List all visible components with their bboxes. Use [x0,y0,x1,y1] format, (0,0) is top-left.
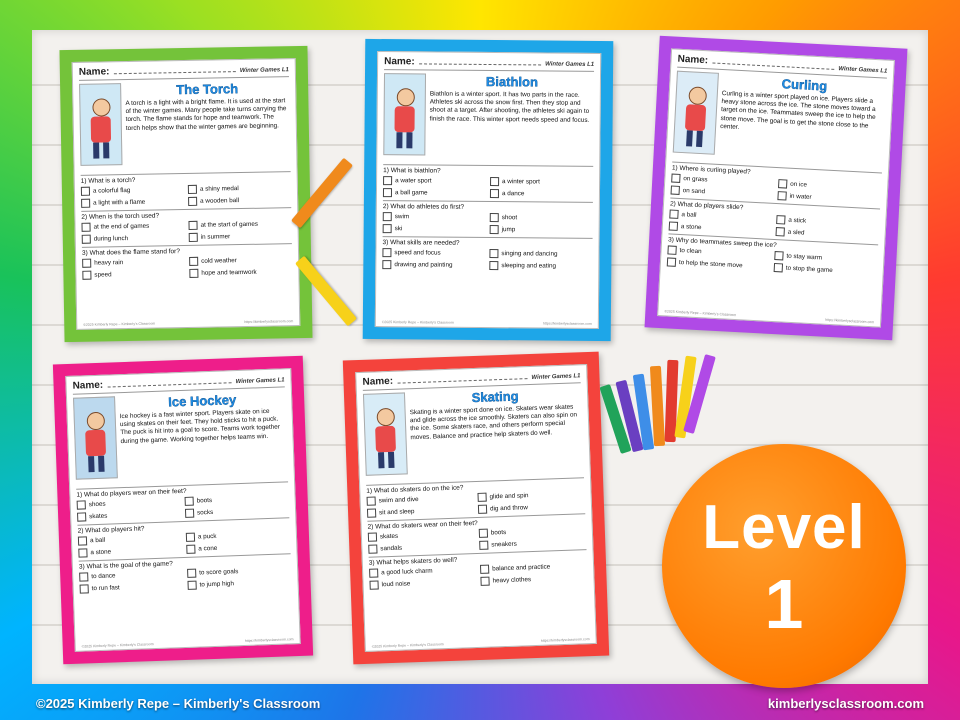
checkbox[interactable] [187,569,196,578]
checkbox[interactable] [778,179,787,188]
answer-option[interactable] [383,224,486,234]
kid-illustration-icon [363,392,408,475]
checkbox[interactable] [189,233,198,242]
option-label: ski [394,225,403,233]
checkbox[interactable] [489,249,498,258]
answer-option[interactable] [80,581,184,594]
worksheet-card-curling [645,36,908,341]
intro-section [383,73,594,163]
worksheet-footer [82,637,294,648]
footer-bar [0,688,960,720]
option-label: swim and dive [378,496,419,505]
series-label: Winter Games L1 [531,373,581,381]
question-block [81,171,292,208]
checkbox[interactable] [81,199,90,208]
checkbox[interactable] [489,261,498,270]
worksheet-url: https://kimberlysclassroom.com [825,317,875,325]
option-label: a dance [501,190,525,198]
worksheet-footer [83,319,293,327]
worksheet-footer [372,637,590,649]
answer-option[interactable] [478,501,585,514]
option-label: speed [94,271,112,279]
option-label: during lunch [93,235,129,243]
question-text: 3) What is the goal of the game? [78,560,173,571]
checkbox[interactable] [777,191,786,200]
question-text: 2) What do players hit? [77,525,145,535]
checkbox[interactable] [671,186,680,195]
answer-option[interactable] [82,269,185,280]
answer-option[interactable] [185,505,289,518]
question-text: 3) What helps skaters do well? [368,556,458,567]
checkbox[interactable] [667,245,676,254]
series-label: Winter Games L1 [235,377,285,386]
answer-option[interactable] [480,573,587,586]
name-label: Name: [384,56,415,68]
option-label: on sand [682,187,706,196]
option-label: in water [789,192,812,201]
question-text: 2) When is the torch used? [81,212,160,221]
checkbox[interactable] [186,545,195,554]
option-label: on grass [683,175,708,184]
checkbox[interactable] [479,529,488,538]
checkbox[interactable] [671,174,680,183]
answer-option[interactable] [477,489,584,502]
checkbox[interactable] [669,209,678,218]
intro-section [73,390,288,485]
answer-option[interactable] [490,177,593,187]
reading-passage: Skating is a winter sport done on ice. Skaters wear skates and glide across the ice smoothly. Skaters can also spin on the ice. Some skaters race, and others perform special moves. Balance and practice help skaters do well. [409,403,578,441]
option-label: a ball [681,211,697,219]
question-block [79,553,292,593]
checkbox[interactable] [78,536,87,545]
option-label: balance and practice [492,563,551,573]
worksheet-header [384,56,594,72]
option-label: a good luck charm [381,567,433,577]
answer-option[interactable] [489,249,592,259]
worksheet-copyright: ©2025 Kimberly Repe – Kimberly's Classroom [81,642,154,649]
worksheet-card-torch [59,46,312,342]
option-label: sneakers [491,540,517,549]
level-number: 1 [764,565,804,643]
series-label: Winter Games L1 [545,61,595,68]
option-label: glide and spin [489,492,529,501]
answer-option[interactable] [367,493,474,506]
name-label: Name: [78,66,110,78]
option-label: a water sport [395,177,432,185]
checkbox[interactable] [383,212,392,221]
option-label: socks [196,508,214,517]
checkbox[interactable] [382,260,391,269]
answer-option[interactable] [78,545,182,558]
option-label: to run fast [91,584,120,593]
option-label: sit and sleep [378,508,415,517]
checkbox[interactable] [368,532,377,541]
answer-option[interactable] [81,221,184,232]
answer-option[interactable] [82,233,185,244]
question-text: 1) What is biathlon? [383,167,441,175]
option-label: skates [89,512,108,521]
name-line[interactable] [397,372,528,384]
answer-option[interactable] [81,197,184,208]
option-label: in summer [200,233,231,241]
checkbox[interactable] [189,257,198,266]
answer-option[interactable] [188,219,291,230]
option-label: shoes [88,500,106,509]
answer-option[interactable] [82,257,185,268]
option-label: a shiny medal [199,185,239,193]
question-block [366,477,585,518]
option-label: on ice [790,180,808,189]
option-label: to stay warm [786,252,823,262]
worksheet-copyright: ©2025 Kimberly Repe – Kimberly's Classroom [83,321,156,327]
checkbox[interactable] [383,176,392,185]
checkbox[interactable] [186,533,195,542]
checkbox[interactable] [188,185,197,194]
question-block [367,513,586,554]
option-label: to help the stone move [678,259,743,270]
kid-illustration-icon [73,396,118,479]
checkbox[interactable] [383,188,392,197]
series-label: Winter Games L1 [239,67,289,75]
checkbox[interactable] [774,263,783,272]
answer-option[interactable] [479,537,586,550]
option-label: sandals [380,544,403,553]
worksheet [657,48,895,327]
option-label: a stone [680,223,702,232]
checkbox[interactable] [369,580,378,589]
question-block [382,236,592,271]
checkbox[interactable] [367,496,376,505]
checkbox[interactable] [382,248,391,257]
answer-option[interactable] [382,260,485,270]
question-block [383,164,593,199]
option-label: a puck [197,532,217,541]
question-block [383,200,593,235]
answer-option[interactable] [383,188,486,198]
answer-option[interactable] [81,185,184,196]
answer-option[interactable] [367,505,474,518]
checkbox[interactable] [81,187,90,196]
name-line[interactable] [113,65,236,74]
checkbox[interactable] [189,269,198,278]
level-badge [662,444,906,688]
option-label: to jump high [199,580,235,589]
worksheet [375,51,601,329]
worksheet-title: Biathlon [485,73,539,90]
checkbox[interactable] [187,581,196,590]
checkbox[interactable] [776,215,785,224]
option-label: a stick [788,216,807,225]
answer-option[interactable] [479,525,586,538]
answer-option[interactable] [187,577,291,590]
answer-option[interactable] [186,541,290,554]
checkbox[interactable] [667,257,676,266]
name-line[interactable] [107,376,232,387]
worksheet-title: Curling [781,76,828,94]
name-line[interactable] [712,56,835,69]
worksheet-title: Skating [471,388,519,406]
worksheet-copyright: ©2025 Kimberly Repe – Kimberly's Classroom [371,642,444,649]
name-label: Name: [362,375,394,388]
option-label: to dance [91,572,116,581]
worksheet-header [79,63,289,81]
checkbox[interactable] [185,509,194,518]
worksheet-title: Ice Hockey [167,392,237,410]
answer-option[interactable] [189,267,292,278]
checkbox[interactable] [78,548,87,557]
question-text: 2) What do athletes do first? [382,203,465,211]
question-text: 2) What do players slide? [669,200,744,212]
worksheet-footer [664,309,874,324]
answer-option[interactable] [188,195,291,206]
checkbox[interactable] [80,584,89,593]
question-text: 1) Where is curling played? [671,164,751,176]
question-text: 3) Why do teammates sweep the ice? [667,236,777,250]
worksheet-card-biathlon [363,39,614,341]
worksheet-card-ice-hockey [53,356,313,665]
answer-option[interactable] [77,509,181,522]
checkbox[interactable] [478,505,487,514]
option-label: boots [490,528,507,537]
worksheet [355,364,597,652]
checkbox[interactable] [368,544,377,553]
worksheet-copyright: ©2025 Kimberly Repe – Kimberly's Classroom [381,320,454,325]
checkbox[interactable] [490,213,499,222]
checkbox[interactable] [490,225,499,234]
option-label: hope and teamwork [201,268,257,277]
reading-passage: Ice hockey is a fast winter sport. Players skate on ice using skates on their feet. They hold sticks to hit a puck. The puck is hit into a goal to score. Teams work together during the game. Working together helps teams win. [119,407,281,445]
answer-option[interactable] [383,176,486,186]
kid-illustration-icon [673,71,719,155]
intro-section [672,71,886,170]
question-text: 3) What skills are needed? [382,239,460,247]
intro-section [363,386,584,482]
checkbox[interactable] [185,497,194,506]
worksheet-footer [382,320,592,326]
name-label: Name: [72,379,104,392]
option-label: a ball [89,536,106,545]
checkbox[interactable] [369,568,378,577]
question-text: 1) What do players wear on their feet? [76,487,187,499]
question-text: 1) What do skaters do on the ice? [366,484,464,495]
answer-option[interactable] [189,231,292,242]
worksheet [72,58,301,330]
option-label: sleeping and eating [501,262,556,270]
checkbox[interactable] [81,223,90,232]
answer-option[interactable] [189,255,292,266]
option-label: to clean [679,247,702,256]
option-label: cold weather [201,257,237,265]
name-label: Name: [677,53,709,67]
worksheet-card-skating [343,352,609,665]
option-label: a stone [90,548,112,557]
answer-option[interactable] [188,183,291,194]
answer-option[interactable] [187,565,291,578]
checkbox[interactable] [480,565,489,574]
answer-option[interactable] [79,569,183,582]
answer-option[interactable] [667,257,770,271]
checkbox[interactable] [480,577,489,586]
answer-option[interactable] [186,529,290,542]
answer-option[interactable] [480,561,587,574]
answer-option[interactable] [490,189,593,199]
copyright-text: ©2025 Kimberly Repe – Kimberly's Classroom [36,696,321,711]
website-link[interactable]: kimberlysclassroom.com [767,696,924,711]
option-label: heavy rain [94,259,124,267]
reading-passage: Curling is a winter sport played on ice. Players slide a heavy stone across the ice. The stone moves toward a target on the ice. Teammates sweep the ice to help the stone move. The goal is to get the stone close to the center. [719,90,876,131]
option-label: to stop the game [785,264,833,275]
answer-option[interactable] [369,565,476,578]
level-label: Level [702,493,866,562]
option-label: loud noise [381,580,411,589]
checkbox[interactable] [775,227,784,236]
answer-option[interactable] [774,263,877,277]
question-text: 1) What is a torch? [80,176,136,185]
option-label: singing and dancing [501,250,558,258]
answer-option[interactable] [382,248,485,258]
worksheet-title: The Torch [176,81,239,98]
checkbox[interactable] [188,221,197,230]
question-text: 2) What do skaters wear on their feet? [367,519,478,531]
checkbox[interactable] [82,259,91,268]
kid-illustration-icon [383,73,426,155]
checkbox[interactable] [79,572,88,581]
worksheet-url: https://kimberlysclassroom.com [542,321,592,326]
question-block [82,243,293,280]
checkbox[interactable] [490,189,499,198]
option-label: at the end of games [93,222,150,231]
question-block [667,233,878,277]
option-label: a winter sport [502,178,540,186]
answer-option[interactable] [77,497,181,510]
option-label: swim [394,213,410,221]
intro-section [79,80,291,172]
worksheet-url: https://kimberlysclassroom.com [244,637,294,643]
option-label: shoot [501,214,518,222]
question-block [369,549,588,590]
checkbox[interactable] [669,221,678,230]
option-label: to score goals [199,568,239,577]
option-label: a colorful flag [92,186,131,195]
answer-option[interactable] [369,577,476,590]
answer-option[interactable] [383,212,486,222]
crayon-bundle-icon [606,344,730,464]
worksheet [65,368,300,652]
worksheet-url: https://kimberlysclassroom.com [540,637,590,643]
option-label: speed and focus [394,249,441,257]
checkbox[interactable] [188,197,197,206]
checkbox[interactable] [383,224,392,233]
option-label: heavy clothes [492,576,532,585]
worksheet-copyright: ©2025 Kimberly Repe – Kimberly's Classroom [664,309,737,318]
option-label: a light with a flame [93,198,146,207]
answer-option[interactable] [490,225,593,235]
answer-option[interactable] [368,541,475,554]
checkbox[interactable] [774,251,783,260]
option-label: a sled [787,228,805,237]
checkbox[interactable] [479,541,488,550]
answer-option[interactable] [78,533,182,546]
checkbox[interactable] [490,177,499,186]
series-label: Winter Games L1 [838,66,888,75]
answer-option[interactable] [368,529,475,542]
reading-passage: Biathlon is a winter sport. It has two parts in the race. Athletes ski across the snow first. Then they stop and shoot at a target. After shooting, the athletes ski again to finish the race. This winter sport needs speed and focus. [429,90,590,124]
question-block [76,481,289,521]
option-label: a wooden ball [200,197,240,205]
option-label: skates [379,532,399,541]
question-block [81,207,292,244]
question-text: 3) What does the flame stand for? [81,248,180,257]
option-label: at the start of games [200,220,259,229]
answer-option[interactable] [490,213,593,223]
option-label: jump [501,226,516,234]
worksheet-url: https://kimberlysclassroom.com [244,319,294,324]
checkbox[interactable] [77,500,86,509]
checkbox[interactable] [477,493,486,502]
option-label: drawing and painting [394,261,453,269]
question-block [77,517,290,557]
option-label: dig and throw [489,504,528,513]
answer-option[interactable] [489,261,592,271]
name-line[interactable] [419,57,542,65]
checkbox[interactable] [77,512,86,521]
kid-illustration-icon [79,83,122,166]
option-label: a ball game [394,189,428,197]
checkbox[interactable] [367,508,376,517]
answer-option[interactable] [185,493,289,506]
reading-passage: A torch is a light with a bright flame. It is used at the start of the winter games. Many people take turns carrying the torch. The flame stands for hope and teamwork. The torch helps show that the winter games are beginning. [125,97,287,132]
option-label: a cone [198,544,218,553]
option-label: boots [196,496,213,505]
checkbox[interactable] [82,235,91,244]
checkbox[interactable] [82,271,91,280]
